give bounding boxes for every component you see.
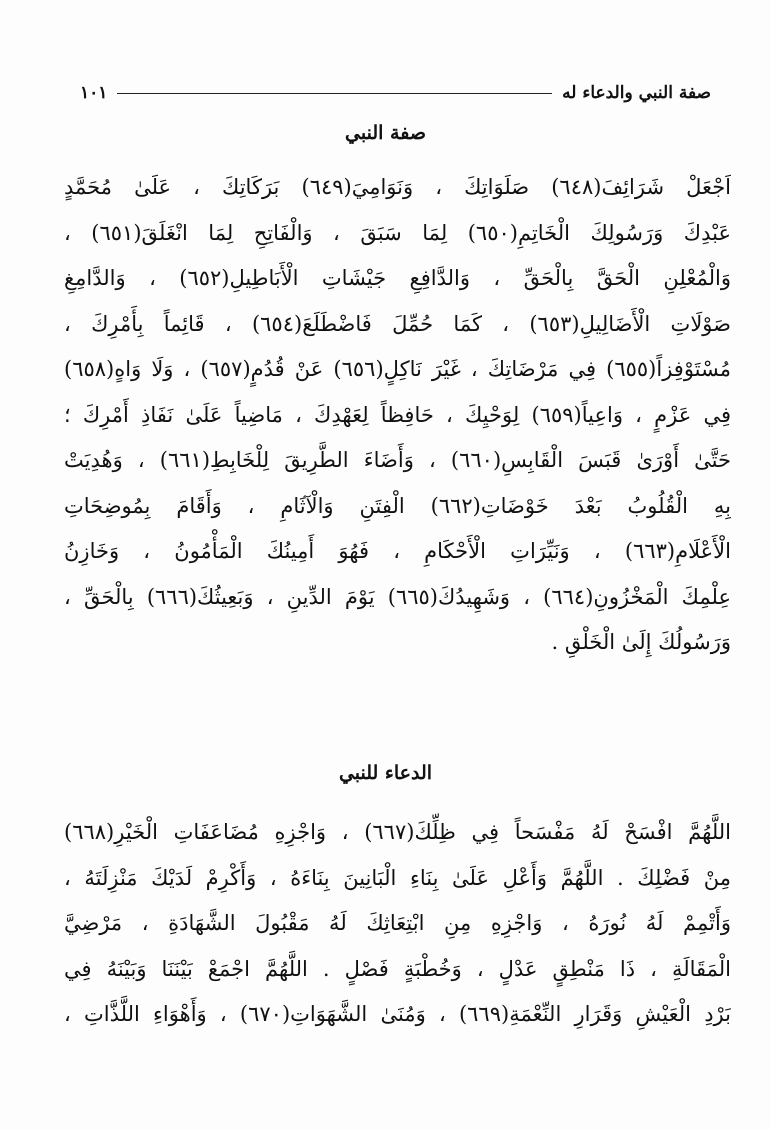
text-line: عَبْدِكَ وَرَسُولِكَ الْخَاتِمِ(٦٥٠) لِمَا سَبَقَ ، وَالْفَاتِحِ لِمَا انْغَلَقَ(٦٥١) ، bbox=[64, 220, 731, 245]
running-title: صفة النبي والدعاء له bbox=[562, 83, 711, 103]
text-line: عِلْمِكَ الْمَخْزُونِ(٦٦٤) ، وَشَهِيدُكَ(٦٦٥) يَوْمَ الدِّينِ ، وَبَعِيثُكَ(٦٦٦) بِالْحَقِّ ، bbox=[64, 584, 731, 609]
text-line: صَوْلَاتِ الْأَضَالِيلِ(٦٥٣) ، كَمَا حُمِّلَ فَاضْطَلَعَ(٦٥٤) ، قَائِماً بِأَمْرِكَ ، bbox=[64, 311, 731, 336]
section-heading-prophet-description: صفة النبي bbox=[345, 122, 426, 144]
text-line: فِي عَزْمٍ ، وَاعِياً(٦٥٩) لِوَحْيِكَ ، حَافِظاً لِعَهْدِكَ ، مَاضِياً عَلَىٰ نَفَاذِ أَمْرِكَ ؛ bbox=[64, 402, 731, 427]
text-line: بَرْدِ الْعَيْشِ وَقَرَارِ النِّعْمَةِ(٦٦٩) ، وَمُنَىٰ الشَّهَوَاتِ(٦٧٠) ، وَأَهْوَاءِ اللَّذَّاتِ ، bbox=[64, 1002, 731, 1026]
header-rule bbox=[117, 93, 552, 94]
running-header bbox=[80, 78, 711, 108]
text-line: مُسْتَوْفِزاً(٦٥٥) فِي مَرْضَاتِكَ ، غَيْرَ نَاكِلٍ(٦٥٦) عَنْ قُدُمٍ(٦٥٧) ، وَلَا وَاهٍ(٦٥٨) bbox=[64, 357, 731, 381]
text-line: وَأَتْمِمْ لَهُ نُورَهُ ، وَاجْزِهِ مِنِ ابْتِعَاثِكَ لَهُ مَقْبُولَ الشَّهَادَةِ ، مَرْضِيَّ bbox=[64, 911, 731, 935]
section-heading-prayer-for-prophet: الدعاء للنبي bbox=[338, 762, 433, 784]
section-body-prophet-description bbox=[64, 165, 731, 666]
text-line: مِنْ فَضْلِكَ . اللَّهُمَّ وَأَعْلِ عَلَىٰ بِنَاءِ الْبَانِينَ بِنَاءَهُ ، وَأَكْرِمْ لَدَيْكَ مَنْزِلَتَهُ ، bbox=[64, 865, 731, 890]
section-body-prayer-for-prophet bbox=[64, 810, 731, 1038]
text-line: الْأَعْلَامِ(٦٦٣) ، وَنَيِّرَاتِ الْأَحْكَامِ ، فَهُوَ أَمِينُكَ الْمَأْمُونُ ، وَخَازِنُ bbox=[64, 539, 731, 563]
page-number: ١٠١ bbox=[80, 83, 108, 103]
text-line: حَتَّىٰ أَوْرَىٰ قَبَسَ الْقَابِسِ(٦٦٠) ، وَأَضَاءَ الطَّرِيقَ لِلْخَابِطِ(٦٦١) ، وَهُدِيَتْ bbox=[64, 448, 731, 472]
text-line: وَالْمُعْلِنِ الْحَقَّ بِالْحَقِّ ، وَالدَّافِعِ جَيْشَاتِ الْأَبَاطِيلِ(٦٥٢) ، وَالدَّامِغِ bbox=[64, 266, 731, 290]
text-line: بِهِ الْقُلُوبُ بَعْدَ خَوْضَاتِ(٦٦٢) الْفِتَنِ وَالْآثَامِ ، وَأَقَامَ بِمُوضِحَاتِ bbox=[64, 493, 731, 518]
text-line: الْمَقَالَةِ ، ذَا مَنْطِقٍ عَدْلٍ ، وَخُطْبَةٍ فَصْلٍ . اللَّهُمَّ اجْمَعْ بَيْنَنَا وَبَيْنَهُ فِي bbox=[64, 956, 731, 981]
text-line: اللَّهُمَّ افْسَحْ لَهُ مَفْسَحاً فِي ظِلِّكَ(٦٦٧) ، وَاجْزِهِ مُضَاعَفَاتِ الْخَيْرِ(٦٦٨) bbox=[64, 820, 731, 844]
text-line: اَجْعَلْ شَرَائِفَ(٦٤٨) صَلَوَاتِكَ ، وَنَوَامِيَ(٦٤٩) بَرَكَاتِكَ ، عَلَىٰ مُحَمَّدٍ bbox=[64, 175, 731, 199]
text-line: وَرَسُولُكَ إِلَىٰ الْخَلْقِ . bbox=[551, 630, 731, 654]
